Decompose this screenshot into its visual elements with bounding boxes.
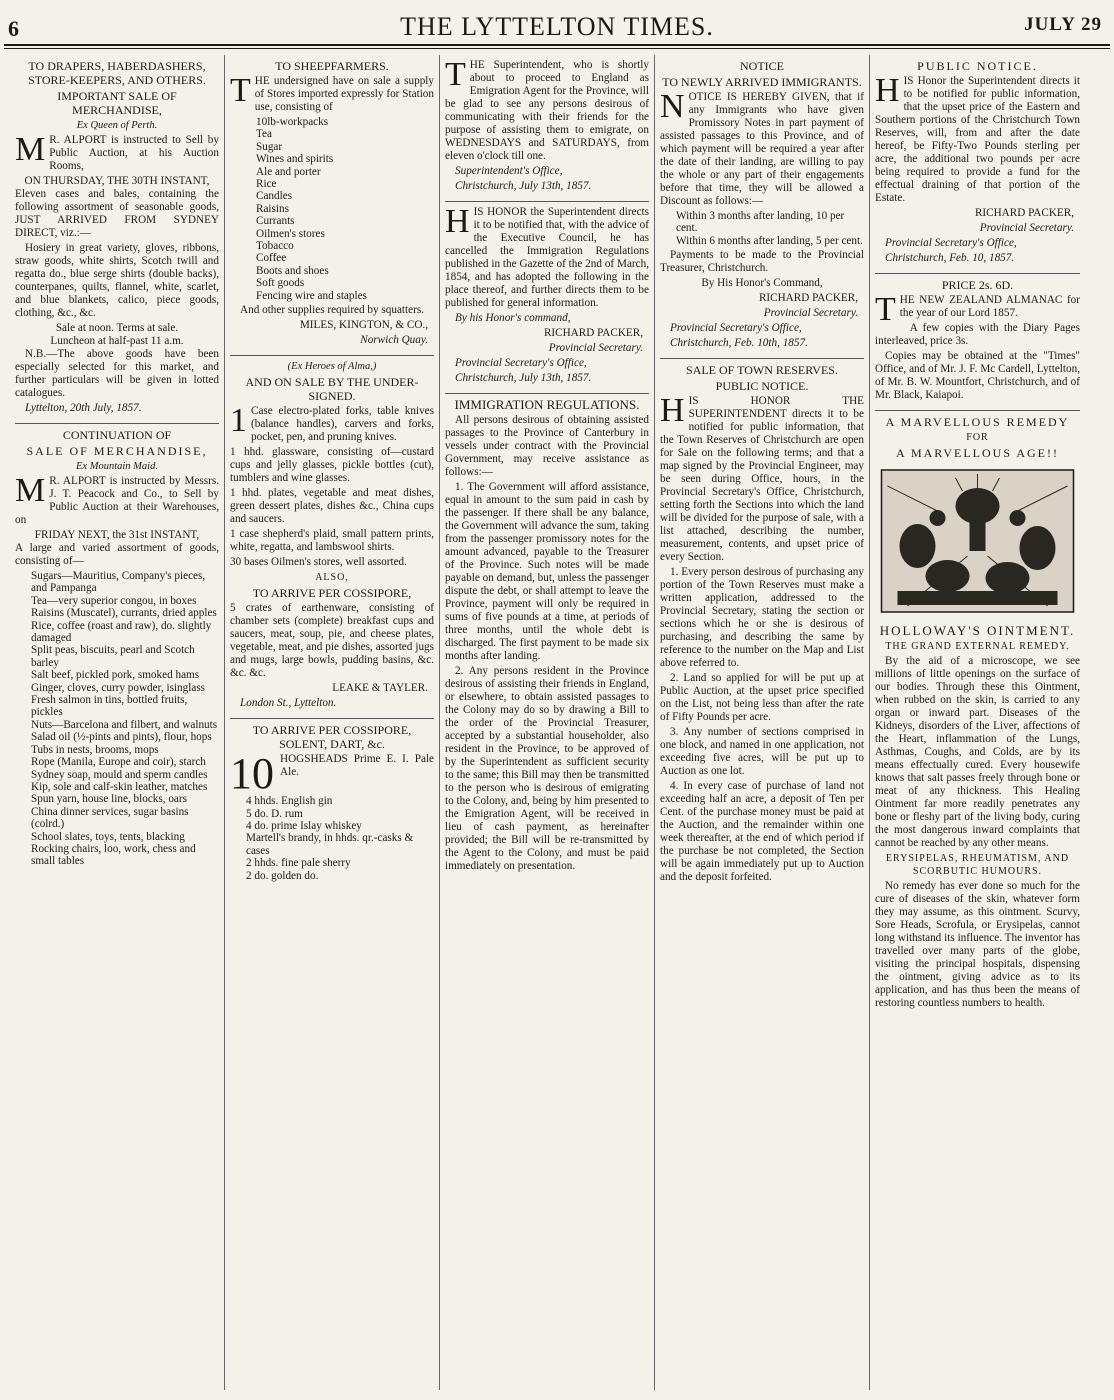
- drop-capital: M: [15, 131, 46, 168]
- ad-heading: NOTICE: [740, 59, 784, 73]
- ad-text: HOGSHEADS Prime E. I. Pale Ale.: [280, 753, 434, 779]
- ad-text: HE undersigned have on sale a supply of Stores imported expressly for Station use, consisting of: [254, 75, 434, 113]
- ad-date: Lyttelton, 20th July, 1857.: [25, 402, 142, 414]
- command-line: By His Honor's Command,: [701, 277, 823, 290]
- ad-heading: CONTINUATION OF: [62, 428, 172, 442]
- drop-capital: M: [15, 472, 46, 509]
- signature-role: Provincial Secretary.: [979, 222, 1074, 234]
- ad-subheading: IMPORTANT SALE OF MERCHANDISE,: [57, 89, 177, 117]
- ad-title: SALE OF MERCHANDISE,: [26, 444, 208, 458]
- ad-text: IS HONOR THE SUPERINTENDENT directs it to be notified for public information, that the Town Reserves of Christchurch are open for Sale on the following terms; and that a map signed by the Provincial Engineer, may be seen during Office, hours, in the Provincial Secretary's Office, Christchurch, setting forth the Sections into which the land will be divided for the purpose of sale, with a list attached, describing the number, measurement, contents, and upset price of every Section.: [660, 395, 864, 564]
- ad-solent: [230, 719, 434, 890]
- list-item: Within 3 months after landing, 10 per cent.: [676, 210, 845, 235]
- signature: RICHARD PACKER,: [543, 327, 643, 339]
- ad-heading: TO SHEEPFARMERS.: [275, 59, 389, 73]
- ad-town-reserves: [660, 359, 864, 892]
- list-item: 1 case shepherd's plaid, small pattern prints, white, regatta, and lambswool shirts.: [230, 528, 434, 554]
- list-item: Coffee: [256, 252, 287, 265]
- column-4: [655, 55, 870, 1390]
- page-number: 6: [8, 16, 19, 41]
- ad-notice-immigrants: [660, 55, 864, 359]
- list-item: 4 hhds. English gin: [246, 795, 333, 808]
- ad-text: IS HONOR the Superintendent directs it to be notified that, with the advice of the Executive Council, he has cancelled the Immigration Regulations published in the Gazette of the 2nd of March, 1854, and has adopted the following in the place thereof, and further directs them to be published for general information.: [445, 206, 649, 309]
- terms-paragraph: 4. In every case of purchase of land not exceeding half an acre, a deposit of Ten per Cent. of the purchase money must be paid at the Auction, and the remainder within one week thereafter, at the end of which period if the purchase be not completed, the Section will be again immediately put up to Auction and the deposit forfeited.: [660, 780, 864, 884]
- ship-name: Ex Mountain Maid.: [76, 461, 158, 472]
- list-item: Fresh salmon in tins, bottled fruits, pickles: [31, 694, 188, 719]
- ship-name: Ex Queen of Perth.: [76, 120, 158, 131]
- ad-date: Christchurch, Feb. 10th, 1857.: [670, 337, 808, 350]
- list-item: Sydney soap, mould and sperm candles: [31, 768, 208, 781]
- ad-date: Christchurch, July 13th, 1857.: [455, 372, 592, 384]
- list-item: Within 6 months after landing, 5 per cent.: [676, 234, 863, 247]
- regulation-paragraph: 2. Any persons resident in the Province desirous of assisting their friends in England, or elsewhere, to obtain assisted passages to the Colony may do so by drawing a Bill to the order of the Provincial Treasurer, accepted by a substantial householder, also resident in the Province, to be approved of by the Superintendent as sufficient security to the same; this Bill may then be transmitted to the person who is desirous of emigrating to the Colony, and, being by him presented to the Emigration Agent, will be received in lieu of cash payment, as hereinafter provided; the Bill will be re-transmitted by the Agent to the Colony, and must be paid immediately on presentation.: [445, 665, 649, 872]
- list-item: Spun yarn, house line, blocks, oars: [31, 793, 187, 806]
- ad-public-notice: [875, 55, 1080, 274]
- list-item: Tea: [256, 128, 272, 141]
- newspaper-title: THE LYTTELTON TIMES.: [400, 12, 714, 41]
- list-item: 4 do. prime Islay whiskey: [246, 819, 362, 832]
- list-item: 10lb-workpacks: [256, 116, 329, 128]
- nb-note: N.B.—The above goods have been especially selected for this market, and further particulars will be given in lotted catalogues.: [15, 348, 219, 399]
- ad-text: OTICE IS HEREBY GIVEN, that if any Immigrants who have given Promissory Notes in part payment of assisted passages to this Province, and of which payment will be required a year after the date of their landing, are willing to pay the whole or any part of their engagements before that time, they will be allowed a Discount as follows:—: [660, 91, 864, 207]
- ad-body: [660, 392, 864, 564]
- list-item: Sugar: [256, 140, 283, 153]
- drop-capital: N: [660, 88, 685, 125]
- list-item: Case electro-plated forks, table knives (balance handles), carvers and forks, pocket, pen, and pruning knives.: [251, 405, 434, 444]
- ad-date: Christchurch, July 13th, 1857.: [455, 180, 592, 192]
- column-2: [225, 55, 440, 1390]
- office-name: Superintendent's Office,: [455, 165, 563, 177]
- goods-list: Hosiery in great variety, gloves, ribbons, straw goods, white shirts, Scotch twill and regatta do., blue serge shirts (double backs), counterpanes, quilts, flannel, white, scarlet, and blue blankets, calico, piece goods, clothing, &c., &c.: [15, 242, 219, 319]
- ad-text: R. ALPORT is instructed by Messrs. J. T. Peacock and Co., to Sell by Public Auction at their Warehouses, on: [15, 475, 219, 526]
- ad-text: IS Honor the Superintendent directs it to be notified for public information, that the upset price of the Eastern and Southern portions of the Christchurch Town Reserves, will, from and after the date hereof, be Fifty-Two Pounds sterling per acre, the additional two pounds per acre being required to provide a fund for the effectual draining of that portion of the Estate.: [875, 75, 1080, 204]
- masthead: [0, 0, 1114, 50]
- signature: RICHARD PACKER,: [758, 292, 858, 305]
- list-item: Sugars—Mauritius, Company's pieces, and Pampanga: [31, 570, 206, 595]
- drop-capital: T: [875, 291, 896, 328]
- discount-list: [676, 210, 864, 247]
- list-item: Boots and shoes: [256, 264, 329, 277]
- columns: [10, 55, 1106, 1390]
- list-item: Currants: [256, 215, 295, 228]
- product-subtitle: THE GRAND EXTERNAL REMEDY.: [885, 641, 1070, 652]
- list-item: China dinner services, sugar basins (colrd.): [31, 805, 189, 831]
- ad-alma: [230, 356, 434, 719]
- sale-date: ON THURSDAY, THE 30TH INSTANT,: [24, 175, 210, 187]
- drop-capital: T: [230, 72, 251, 109]
- ad-heading: TO DRAPERS, HABERDASHERS, STORE-KEEPERS, AND OTHERS.: [28, 59, 206, 87]
- ad-drapers: [15, 55, 219, 424]
- list-item: 2 hhds. fine pale sherry: [246, 857, 351, 870]
- ad-body: [875, 291, 1080, 328]
- sale-terms: Sale at noon. Terms at sale.: [55, 322, 179, 334]
- terms-paragraph: 3. Any number of sections comprised in one block, and named in one application, not exceeding five acres, will be put up to Auction as one lot.: [660, 726, 864, 778]
- masthead-rule: [4, 44, 1110, 46]
- terms-paragraph: 1. Every person desirous of purchasing any portion of the Town Reserves must make a written application, addressed to the Provincial Secretary, stating the section or sections which he or she is desirous of purchasing, and describing the same by reference to the number on the Map and List above referred to.: [660, 566, 864, 670]
- price-line: PRICE 2s. 6D.: [941, 278, 1014, 292]
- spirits-list: [246, 795, 434, 882]
- list-item: 30 bases Oilmen's stores, well assorted.: [230, 556, 407, 569]
- ad-subheading: TO ARRIVE PER COSSIPORE,: [252, 586, 412, 601]
- list-item: 1 hhd. plates, vegetable and meat dishes, green dessert plates, dishes &c., China cups and saucers.: [230, 487, 434, 526]
- ad-sheepfarmers: [230, 55, 434, 356]
- large-numeral: 10: [230, 749, 274, 799]
- list-item: Fencing wire and staples: [256, 289, 367, 302]
- ad-heading: AND ON SALE BY THE UNDER-SIGNED.: [245, 375, 419, 404]
- ad-body: [15, 131, 219, 173]
- list-item: Wines and spirits: [256, 153, 334, 166]
- ad-date: London St., Lyttelton.: [240, 697, 337, 710]
- list-item: 1 hhd. glassware, consisting of—custard cups and jelly glasses, pickle bottles (cut), tumblers and wine glasses.: [230, 446, 434, 485]
- ad-almanac: [875, 274, 1080, 411]
- list-item: Rice: [256, 178, 277, 191]
- ad-text: A few copies with the Diary Pages interleaved, price 3s.: [875, 322, 1080, 347]
- list-item: Ginger, cloves, curry powder, isinglass: [31, 681, 206, 694]
- ad-footer: And other supplies required by squatters.: [240, 304, 424, 317]
- list-item: Oilmen's stores: [256, 227, 325, 240]
- list-item: Ale and porter: [256, 165, 321, 178]
- list-item: Rice, coffee (roast and raw), do. slightly damaged: [31, 619, 212, 645]
- ad-heading: PUBLIC NOTICE.: [917, 59, 1038, 73]
- office-name: Provincial Secretary's Office,: [670, 322, 802, 335]
- list-item: Salt beef, pickled pork, smoked hams: [31, 669, 200, 682]
- ad-body: [445, 203, 649, 310]
- ad-heading: IMMIGRATION REGULATIONS.: [454, 397, 640, 412]
- ship-name: (Ex Heroes of Alma,): [287, 361, 377, 373]
- ad-text: No remedy has ever done so much for the cure of diseases of the skin, whatever form they may assume, as this ointment. Scurvy, Sore Heads, Scrofula, or Erysipelas, cannot long withstand its influence. The inventor has travelled over many parts of the globe, visiting the principal hospitals, dispensing the ointment, giving advice as to its application, and has thus been the means of restoring countless numbers to health.: [875, 880, 1080, 1009]
- ad-subheading: TO NEWLY ARRIVED IMMIGRANTS.: [662, 75, 862, 89]
- signature-place: Norwich Quay.: [360, 334, 428, 347]
- drop-capital: 1: [230, 402, 247, 440]
- sale-date: FRIDAY NEXT, the 31st INSTANT,: [34, 529, 200, 541]
- signature-role: Provincial Secretary.: [548, 342, 643, 354]
- ad-body: [230, 749, 434, 799]
- office-name: Provincial Secretary's Office,: [885, 237, 1017, 249]
- list-item: Tubs in nests, brooms, mops: [31, 743, 159, 756]
- ad-text: By the aid of a microscope, we see millions of little openings on the surface of our bodies. Through these this Ointment, when rubbed on the skin, is carried to any organ or inward part. Diseases of the Kidneys, disorders of the Liver, affections of the Heart, inflammation of the Lungs, Asthmas, Coughs, and Colds, are by its means effectually cured. Every housewife knows that salt passes freely through bone or meat of any thickness. This Healing Ointment far more readily penetrates any bone or fleshy part of the living body, curing the most dangerous inward complaints that cannot be reached by any other means.: [875, 655, 1080, 849]
- regulation-paragraph: All persons desirous of obtaining assisted passages to the Province of Canterbury in vessels under contract with the Provincial Government, may receive assistance as follows:—: [445, 414, 649, 478]
- ad-text: HE Superintendent, who is shortly about to proceed to England as Emigration Agent for the Province, will be glad to see any persons desirous of communicating with their friends for the purpose of assisting them to emigrate, on WEDNESDAYS and SATURDAYS, from eleven o'clock till one.: [445, 59, 649, 162]
- list-item: Salad oil (½-pints and pints), flour, hops: [31, 731, 212, 744]
- ad-text: R. ALPORT is instructed to Sell by Public Auction, at his Auction Rooms,: [49, 134, 219, 172]
- list-item: Raisins (Muscatel), currants, dried apples: [31, 607, 217, 620]
- ad-text: A large and varied assortment of goods, consisting of—: [15, 542, 219, 567]
- list-item: 2 do. golden do.: [246, 869, 319, 882]
- ad-honor: [445, 202, 649, 394]
- ad-body: [15, 472, 219, 527]
- ad-heading: A MARVELLOUS REMEDY: [885, 415, 1070, 429]
- list-item: Candles: [256, 190, 293, 203]
- list-item: Nuts—Barcelona and filbert, and walnuts: [31, 718, 218, 731]
- command-line: By his Honor's command,: [455, 312, 571, 324]
- list-item: Tea—very superior congou, in boxes: [31, 594, 197, 607]
- column-5: [870, 55, 1085, 1390]
- also-label: ALSO,: [315, 572, 349, 584]
- signature: RICHARD PACKER,: [974, 207, 1074, 219]
- ad-text: Payments to be made to the Provincial Treasurer, Christchurch.: [660, 249, 864, 275]
- ad-immigration: [445, 394, 649, 881]
- ad-text: Eleven cases and bales, containing the following assortment of seasonable goods, JUST ARRIVED FROM SYDNEY DIRECT, viz.:—: [15, 188, 219, 239]
- ad-date: Christchurch, Feb. 10, 1857.: [885, 252, 1015, 264]
- list-item: Martell's brandy, in hhds. qr.-casks & cases: [246, 832, 414, 857]
- column-1: [10, 55, 225, 1390]
- drop-capital: H: [875, 72, 900, 109]
- ad-subheading: PUBLIC NOTICE.: [715, 379, 809, 394]
- goods-list: [31, 570, 219, 868]
- list-item: Soft goods: [256, 277, 305, 290]
- ad-body: [875, 72, 1080, 205]
- ad-body: [230, 402, 434, 444]
- stores-list: [256, 116, 434, 302]
- drop-capital: T: [445, 56, 466, 93]
- section-heading: ERYSIPELAS, RHEUMATISM, AND SCORBUTIC HUMOURS.: [885, 853, 1070, 877]
- signature: MILES, KINGTON, & CO.,: [299, 319, 428, 332]
- list-item: Rope (Manila, Europe and coir), starch: [31, 756, 206, 769]
- list-item: School slates, toys, tents, blacking: [31, 830, 185, 843]
- list-item: Split peas, biscuits, pearl and Scotch barley: [31, 644, 195, 669]
- regulation-paragraph: 1. The Government will afford assistance, equal in amount to the sum paid in cash by the passenger. If there shall be any balance, the Government will advance the sum, taking from the passenger promissory notes for the amount advanced, payable to the Treasurer of the Province. Such notes will be made payable on demand, but, unless the passenger dispute the debt, or shall attempt to leave the Province, payment will only be required in sums of five pounds at a time, at periods of three months, until the whole debt is discharged. The first payment to be made six months after landing.: [445, 481, 649, 662]
- ad-body: [445, 56, 649, 163]
- ad-holloway: [875, 411, 1080, 1018]
- masthead-rule-thin: [4, 48, 1110, 49]
- list-item: Kip, sole and calf-skin leather, matches: [31, 780, 208, 793]
- signature: LEAKE & TAYLER.: [332, 682, 428, 695]
- list-item: Raisins: [256, 202, 289, 215]
- ad-superintendent: [445, 55, 649, 202]
- list-item: Rocking chairs, loo, work, chess and small tables: [31, 842, 196, 868]
- ad-continuation: [15, 424, 219, 876]
- ad-heading: SALE OF TOWN RESERVES.: [686, 363, 838, 378]
- list-item: Tobacco: [256, 240, 294, 253]
- ad-text: Copies may be obtained at the "Times" Office, and of Mr. J. F. Mc Cardell, Lyttelton, of Mr. B. W. Mountfort, Christchurch, and of Mr. Black, Kaiapoi.: [875, 350, 1080, 401]
- drop-capital: H: [660, 392, 685, 430]
- column-3: [440, 55, 655, 1390]
- woodcut-illustration: [875, 466, 1080, 616]
- ad-heading: TO ARRIVE PER COSSIPORE, SOLENT, DART, &c.: [252, 723, 412, 752]
- ad-text: 5 crates of earthenware, consisting of chamber sets (complete) breakfast cups and saucers, meat, soup, pie, and cheese plates, vegetable, meat, and pie dishes, assorted jugs and mugs, large bowls, pudding basins, &c. &c. &c.: [230, 602, 434, 680]
- product-title: HOLLOWAY'S OINTMENT.: [879, 623, 1076, 638]
- office-name: Provincial Secretary's Office,: [455, 357, 587, 369]
- ad-body: [660, 88, 864, 208]
- for-label: FOR: [966, 432, 989, 443]
- issue-date: JULY 29: [1024, 14, 1102, 35]
- ad-body: [230, 72, 434, 114]
- terms-paragraph: 2. Land so applied for will be put up at Public Auction, at the upset price specified on the List, not being less than after the rate of Fifty Pounds per acre.: [660, 672, 864, 724]
- luncheon-note: Luncheon at half-past 11 a.m.: [50, 335, 184, 347]
- ad-heading: A MARVELLOUS AGE!!: [895, 446, 1060, 460]
- ad-title: HE NEW ZEALAND ALMANAC for the year of our Lord 1857.: [899, 294, 1080, 319]
- signature-role: Provincial Secretary.: [763, 307, 858, 320]
- drop-capital: H: [445, 203, 470, 240]
- list-item: 5 do. D. rum: [246, 807, 303, 820]
